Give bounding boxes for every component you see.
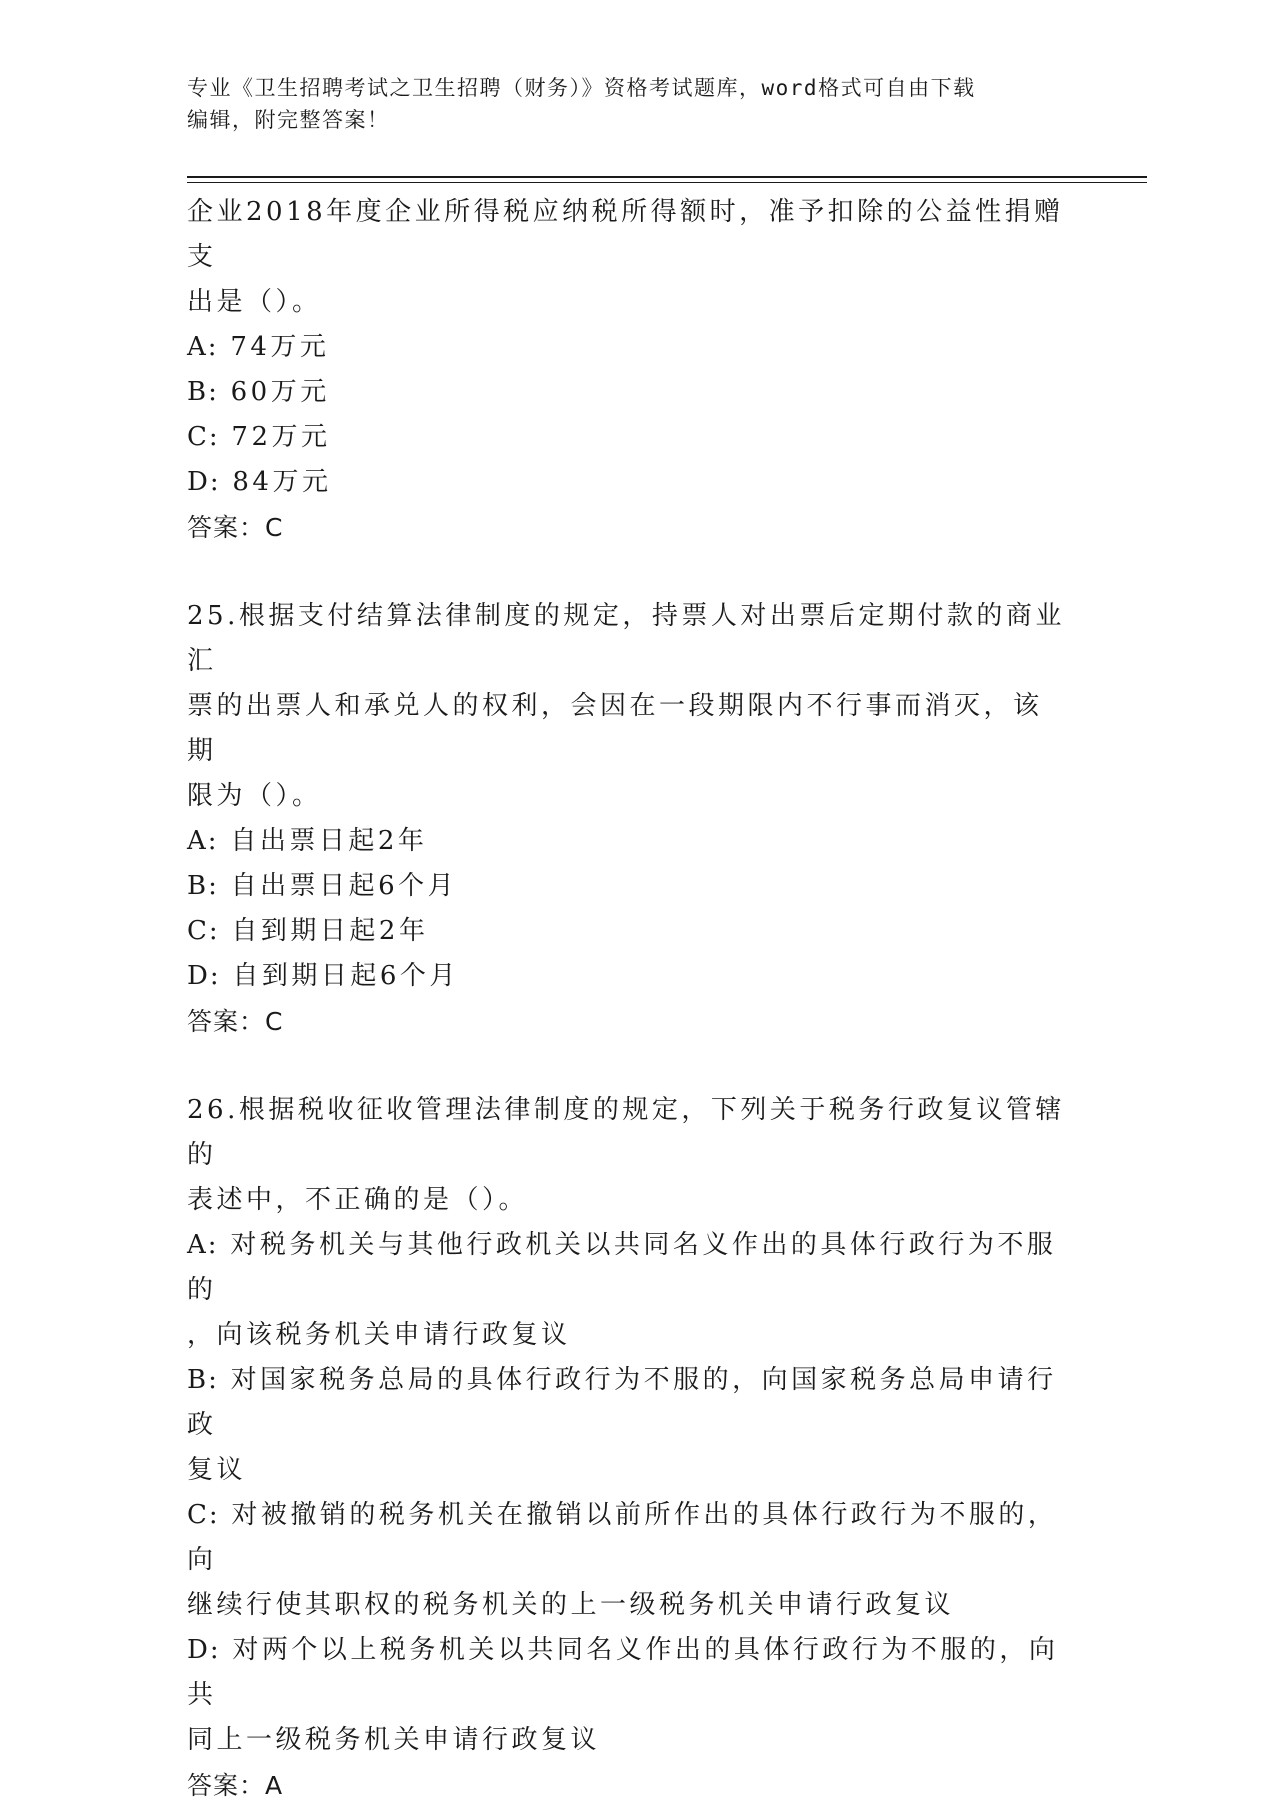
option-text: 60万元 — [230, 377, 330, 407]
question-text-line: 出是（）。 — [187, 287, 322, 317]
option-d — [187, 460, 1067, 505]
option-letter: B: — [187, 871, 219, 901]
option-text: 对国家税务总局的具体行政行为不服的，向国家税务总局申请行政 — [187, 1365, 1057, 1440]
answer-line: 答案：A — [187, 1771, 284, 1800]
option-text: 84万元 — [232, 467, 332, 497]
question-text-line: 票的出票人和承兑人的权利，会因在一段期限内不行事而消灭，该期 — [187, 691, 1043, 766]
question-block — [187, 1088, 1067, 1808]
option-b — [187, 370, 1067, 415]
option-letter: B: — [187, 1365, 219, 1395]
answer-line: 答案：C — [187, 513, 284, 542]
option-b — [187, 864, 1067, 909]
option-text: 对两个以上税务机关以共同名义作出的具体行政行为不服的，向共 — [187, 1635, 1059, 1710]
option-a-continued: ，向该税务机关申请行政复议 — [187, 1320, 571, 1350]
header-divider — [187, 176, 1147, 183]
question-text-line: 企业2018年度企业所得税应纳税所得额时，准予扣除的公益性捐赠支 — [187, 197, 1064, 272]
option-c — [187, 1493, 1067, 1583]
option-letter: D: — [187, 961, 221, 991]
option-text: 74万元 — [230, 332, 330, 362]
option-a — [187, 325, 1067, 370]
option-text: 对税务机关与其他行政机关以共同名义作出的具体行政行为不服的 — [187, 1230, 1057, 1305]
option-a — [187, 1223, 1067, 1313]
option-b — [187, 1358, 1067, 1448]
option-text: 自到期日起2年 — [231, 916, 429, 946]
document-header — [187, 72, 1057, 136]
question-block — [187, 594, 1067, 1044]
option-text: 72万元 — [231, 422, 331, 452]
option-c — [187, 909, 1067, 954]
option-letter: C: — [187, 422, 220, 452]
header-line-2: 编辑，附完整答案！ — [187, 108, 390, 132]
option-text: 自出票日起6个月 — [230, 871, 458, 901]
question-text-line: 25.根据支付结算法律制度的规定，持票人对出票后定期付款的商业汇 — [187, 601, 1065, 676]
option-text: 自到期日起6个月 — [232, 961, 459, 991]
option-text: 对被撤销的税务机关在撤销以前所作出的具体行政行为不服的，向 — [187, 1500, 1058, 1575]
option-d-continued: 同上一级税务机关申请行政复议 — [187, 1725, 601, 1755]
option-letter: A: — [187, 332, 219, 362]
option-letter: A: — [187, 1230, 219, 1260]
option-text: 自出票日起2年 — [230, 826, 428, 856]
divider-thick-line — [187, 176, 1147, 178]
spacer — [187, 550, 1067, 594]
option-letter: D: — [187, 467, 221, 497]
option-letter: C: — [187, 916, 220, 946]
question-text-line: 26.根据税收征收管理法律制度的规定，下列关于税务行政复议管辖的 — [187, 1095, 1065, 1170]
option-d — [187, 1628, 1067, 1718]
question-text-line: 表述中，不正确的是（）。 — [187, 1185, 529, 1215]
divider-thin-line — [187, 182, 1147, 183]
question-block — [187, 190, 1067, 550]
option-c-continued: 继续行使其职权的税务机关的上一级税务机关申请行政复议 — [187, 1590, 955, 1620]
header-line-1: 专业《卫生招聘考试之卫生招聘（财务）》资格考试题库，word格式可自由下载 — [187, 76, 976, 100]
answer-line: 答案：C — [187, 1007, 284, 1036]
option-c — [187, 415, 1067, 460]
option-letter: B: — [187, 377, 219, 407]
question-list — [187, 190, 1067, 1808]
question-text-line: 限为（）。 — [187, 781, 322, 811]
option-letter: D: — [187, 1635, 221, 1665]
spacer — [187, 1044, 1067, 1088]
option-letter: C: — [187, 1500, 220, 1530]
option-d — [187, 954, 1067, 999]
option-b-continued: 复议 — [187, 1455, 247, 1485]
option-letter: A: — [187, 826, 219, 856]
option-a — [187, 819, 1067, 864]
